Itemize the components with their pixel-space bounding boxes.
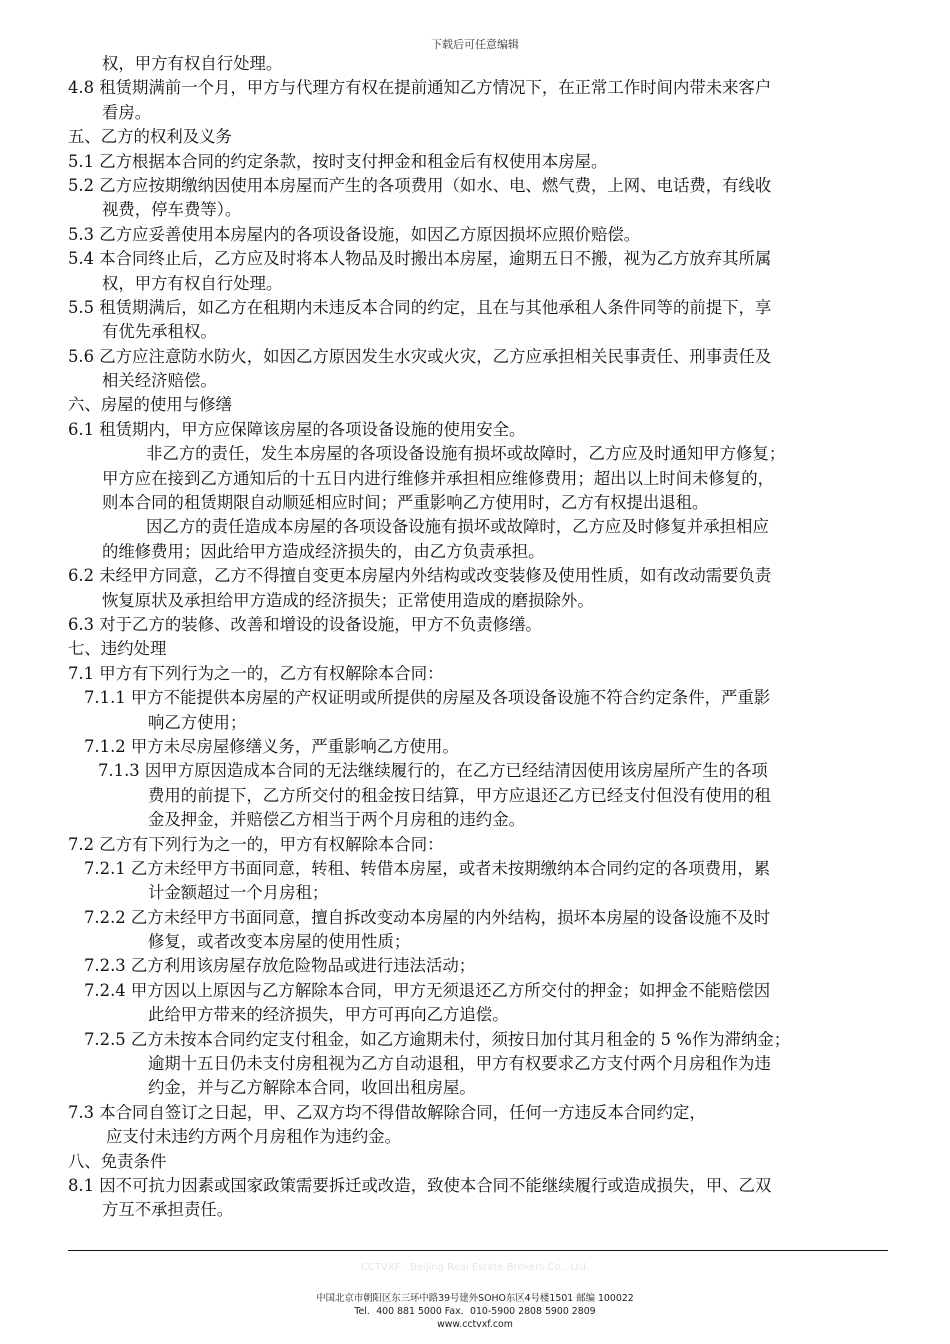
text-line: 八、免责条件 [68,1151,167,1171]
text-line: 7.2.5 乙方未按本合同约定支付租金，如乙方逾期未付，须按日加付其月租金的 5 %作为滞纳金； [84,1029,791,1049]
footer-phone-fax: Tel．400 881 5000 Fax．010-5900 2808 5900 2809 [354,1306,596,1317]
footer-website: www.cctvxf.com [437,1319,513,1330]
text-line: 因乙方的责任造成本房屋的各项设备设施有损坏或故障时，乙方应及时修复并承担相应 [146,517,769,537]
text-line: 8.1 因不可抗力因素或国家政策需要拆迁或改造，致使本合同不能继续履行或造成损失，甲、乙双 [68,1175,772,1195]
text-line: 修复，或者改变本房屋的使用性质； [148,932,411,952]
text-line: 六、房屋的使用与修缮 [68,395,232,415]
text-line: 7.1.1 甲方不能提供本房屋的产权证明或所提供的房屋及各项设备设施不符合约定条件，严重影 [84,688,771,708]
text-line: 有优先承租权。 [102,322,217,342]
text-line: 甲方应在接到乙方通知后的十五日内进行维修并承担相应维修费用；超出以上时间未修复的， [102,468,775,488]
text-line: 5.4 本合同终止后，乙方应及时将本人物品及时搬出本房屋，逾期五日不搬，视为乙方放弃其所属 [68,249,772,269]
text-line: 此给甲方带来的经济损失，甲方可再向乙方追偿。 [148,1005,509,1025]
text-line: 7.1.2 甲方未尽房屋修缮义务，严重影响乙方使用。 [84,736,459,756]
text-line: 视费，停车费等）。 [102,200,242,220]
text-line: 7.1.3 因甲方原因造成本合同的无法继续履行的，在乙方已经结清因使用该房屋所产生的各项 [98,761,768,781]
text-line: 7.2.2 乙方未经甲方书面同意，擅自拆改变动本房屋的内外结构，损坏本房屋的设备设施不及时 [84,907,771,927]
text-line: 权，甲方有权自行处理。 [102,273,283,293]
text-line: 5.2 乙方应按期缴纳因使用本房屋而产生的各项费用（如水、电、燃气费，上网、电话费，有线收 [68,175,772,195]
text-line: 相关经济赔偿。 [102,371,217,391]
text-line: 7.3 本合同自签订之日起，甲、乙双方均不得借故解除合同，任何一方违反本合同约定， [68,1102,706,1122]
text-line: 看房。 [102,102,152,122]
footer-faded-company-line: CCTVXF · Beijing Real Estate Brokers Co., Ltd. [360,1262,590,1273]
text-line: 6.3 对于乙方的装修、改善和增设的设备设施，甲方不负责修缮。 [68,614,542,634]
text-line: 费用的前提下，乙方所交付的租金按日结算，甲方应退还乙方已经支付但没有使用的租 [148,785,771,805]
text-line: 的维修费用；因此给甲方造成经济损失的，由乙方负责承担。 [102,541,545,561]
text-line: 7.2 乙方有下列行为之一的，甲方有权解除本合同： [68,834,444,854]
text-line: 5.6 乙方应注意防水防火，如因乙方原因发生水灾或火灾，乙方应承担相关民事责任、刑事责任及 [68,346,772,366]
text-line: 则本合同的租赁期限自动顺延相应时间；严重影响乙方使用时，乙方有权提出退租。 [102,493,709,513]
text-line: 金及押金，并赔偿乙方相当于两个月房租的违约金。 [148,810,525,830]
document-body [68,52,888,1223]
text-line: 权，甲方有权自行处理。 [102,54,283,73]
text-line: 7.2.4 甲方因以上原因与乙方解除本合同，甲方无须退还乙方所交付的押金；如押金不能赔偿因 [84,980,771,1000]
text-line: 6.2 未经甲方同意，乙方不得擅自变更本房屋内外结构或改变装修及使用性质，如有改动需要负责 [68,566,772,586]
text-line: 7.1 甲方有下列行为之一的，乙方有权解除本合同： [68,663,444,683]
text-line: 应支付未违约方两个月房租作为违约金。 [106,1127,402,1147]
text-line: 6.1 租赁期内，甲方应保障该房屋的各项设备设施的使用安全。 [68,419,526,439]
text-line: 五、乙方的权利及义务 [68,127,232,147]
text-line: 7.2.3 乙方利用该房屋存放危险物品或进行违法活动； [84,956,476,976]
text-line: 七、违约处理 [68,639,167,659]
text-line: 逾期十五日仍未支付房租视为乙方自动退租，甲方有权要求乙方支付两个月房租作为违 [148,1054,771,1074]
text-line: 非乙方的责任，发生本房屋的各项设备设施有损坏或故障时，乙方应及时通知甲方修复； [146,444,786,464]
footer-address: 中国北京市朝阳区东三环中路39号建外SOHO东区4号楼1501 邮编 100022 [316,1293,634,1304]
page-header-note: 下载后可任意编辑 [431,38,519,51]
text-line: 5.5 租赁期满后，如乙方在租期内未违反本合同的约定，且在与其他承租人条件同等的前提下，享 [68,297,772,317]
text-line: 响乙方使用； [148,712,247,732]
footer-divider [68,1250,888,1251]
text-line: 计金额超过一个月房租； [148,883,329,903]
text-line: 方互不承担责任。 [102,1200,234,1220]
text-line: 5.1 乙方根据本合同的约定条款，按时支付押金和租金后有权使用本房屋。 [68,151,608,171]
text-line: 恢复原状及承担给甲方造成的经济损失；正常使用造成的磨损除外。 [102,590,594,610]
text-line: 5.3 乙方应妥善使用本房屋内的各项设备设施，如因乙方原因损坏应照价赔偿。 [68,224,641,244]
text-line: 约金，并与乙方解除本合同，收回出租房屋。 [148,1078,476,1098]
text-line: 4.8 租赁期满前一个月，甲方与代理方有权在提前通知乙方情况下，在正常工作时间内带未来客户 [68,78,772,98]
text-line: 7.2.1 乙方未经甲方书面同意，转租、转借本房屋，或者未按期缴纳本合同约定的各项费用，累 [84,858,771,878]
